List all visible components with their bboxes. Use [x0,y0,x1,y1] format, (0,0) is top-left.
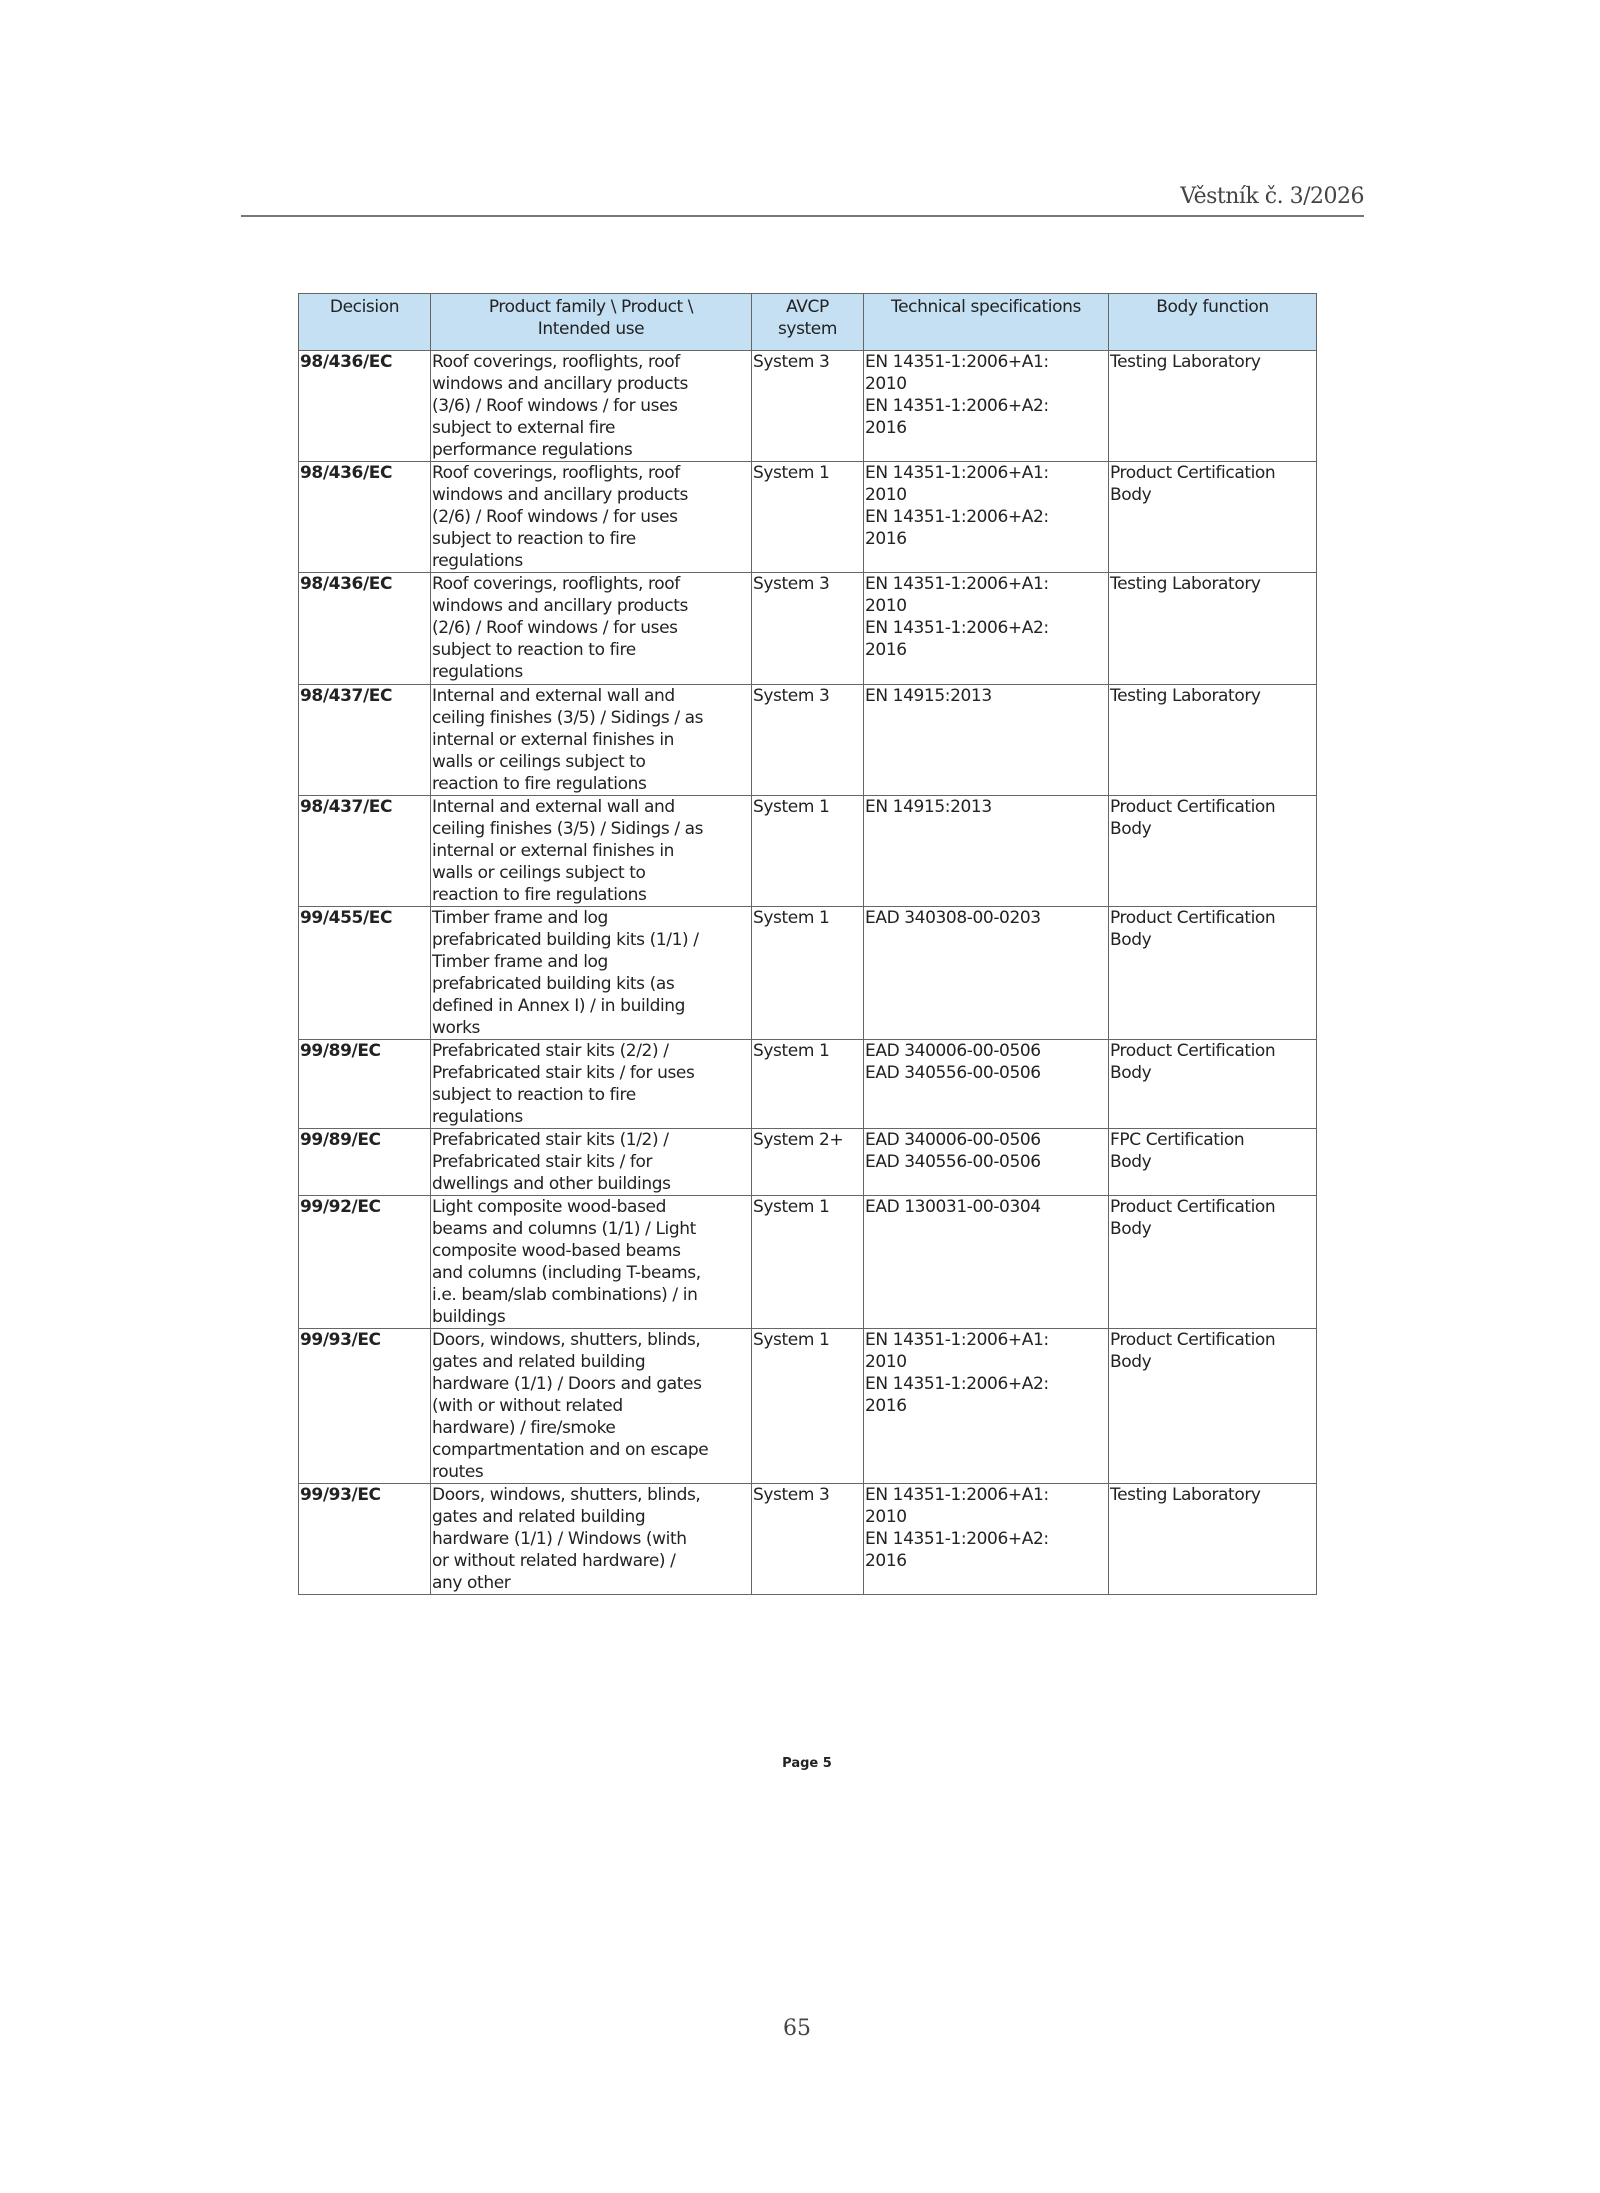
cell-line: Doors, windows, shutters, blinds, [432,1485,701,1505]
body-function-cell [1109,573,1317,685]
cell-line: (2/6) / Roof windows / for uses [432,618,678,638]
cell-line: prefabricated building kits (1/1) / [432,930,699,950]
header-specs [864,294,1109,351]
product-cell [431,1129,752,1196]
header-rule [241,215,1364,217]
cell-line: internal or external finishes in [432,730,675,750]
page-number: 65 [783,2016,811,2041]
avcp-cell: System 1 [752,1329,864,1484]
cell-line: Testing Laboratory [1110,686,1261,706]
table-row [299,1040,1317,1129]
page-label: Page 5 [782,1756,832,1771]
cell-line: gates and related building [432,1507,646,1527]
cell-line: Product Certification [1110,463,1276,483]
cell-line: 2016 [865,1551,907,1571]
specs-cell [864,1040,1109,1129]
specs-cell [864,462,1109,573]
body-function-cell [1109,685,1317,796]
decisions-table [298,293,1317,1595]
cell-line: Product Certification [1110,797,1276,817]
cell-line: 2010 [865,1507,907,1527]
cell-line: reaction to fire regulations [432,774,647,794]
table-row [299,1329,1317,1484]
cell-line: internal or external finishes in [432,841,675,861]
cell-line: EAD 340006-00-0506 [865,1130,1041,1150]
cell-line: 2010 [865,596,907,616]
header-body [1109,294,1317,351]
decision-cell: 99/455/EC [299,907,431,1040]
body-function-cell [1109,796,1317,907]
cell-line: Decision [329,297,400,317]
cell-line: compartmentation and on escape [432,1440,709,1460]
cell-line: EN 14351-1:2006+A1: [865,1330,1049,1350]
cell-line: hardware) / fire/smoke [432,1418,616,1438]
cell-line: composite wood-based beams [432,1241,681,1261]
body-function-cell [1109,1129,1317,1196]
cell-line: defined in Annex I) / in building [432,996,686,1016]
specs-cell [864,685,1109,796]
cell-line: Body [1110,485,1152,505]
cell-line: windows and ancillary products [432,485,688,505]
cell-line: subject to reaction to fire [432,1085,636,1105]
specs-cell [864,796,1109,907]
cell-line: Product family \ Product \ [488,297,694,317]
cell-line: FPC Certification [1110,1130,1245,1150]
cell-line: Body [1110,1063,1152,1083]
cell-line: subject to reaction to fire [432,529,636,549]
product-cell [431,1196,752,1329]
cell-line: works [432,1018,480,1038]
cell-line: Product Certification [1110,908,1276,928]
avcp-cell: System 1 [752,907,864,1040]
cell-line: hardware (1/1) / Windows (with [432,1529,687,1549]
decision-cell: 98/437/EC [299,796,431,907]
table-row [299,1129,1317,1196]
cell-line: Body [1110,1219,1152,1239]
cell-line: (2/6) / Roof windows / for uses [432,507,678,527]
cell-line: EN 14351-1:2006+A2: [865,396,1049,416]
avcp-cell: System 1 [752,1196,864,1329]
cell-line: buildings [432,1307,506,1327]
cell-line: 2010 [865,485,907,505]
cell-line: Body [1110,819,1152,839]
cell-line: Prefabricated stair kits / for uses [432,1063,695,1083]
cell-line: regulations [432,551,523,571]
avcp-cell: System 3 [752,351,864,462]
cell-line: Doors, windows, shutters, blinds, [432,1330,701,1350]
header-product [431,294,752,351]
decision-cell: 99/93/EC [299,1329,431,1484]
cell-line: Body [1110,1152,1152,1172]
cell-line: EAD 340308-00-0203 [865,908,1041,928]
specs-cell [864,1196,1109,1329]
cell-line: Timber frame and log [432,952,608,972]
cell-line: Testing Laboratory [1110,1485,1261,1505]
cell-line: Product Certification [1110,1041,1276,1061]
cell-line: walls or ceilings subject to [432,752,646,772]
cell-line: 2010 [865,1352,907,1372]
cell-line: Internal and external wall and [432,797,675,817]
cell-line: EN 14351-1:2006+A2: [865,1374,1049,1394]
avcp-cell: System 3 [752,1484,864,1595]
specs-cell [864,1484,1109,1595]
cell-line: Body [1110,1352,1152,1372]
running-head: Věstník č. 3/2026 [1180,184,1364,209]
specs-cell [864,907,1109,1040]
cell-line: 2016 [865,418,907,438]
cell-line: EN 14351-1:2006+A1: [865,1485,1049,1505]
cell-line: ceiling finishes (3/5) / Sidings / as [432,819,704,839]
decision-cell: 98/436/EC [299,462,431,573]
decision-cell: 99/89/EC [299,1040,431,1129]
product-cell [431,573,752,685]
cell-line: Timber frame and log [432,908,608,928]
cell-line: EAD 340556-00-0506 [865,1152,1041,1172]
cell-line: Roof coverings, rooflights, roof [432,463,680,483]
cell-line: EN 14351-1:2006+A2: [865,618,1049,638]
specs-cell [864,1129,1109,1196]
product-cell [431,462,752,573]
specs-cell [864,573,1109,685]
cell-line: system [777,319,838,339]
cell-line: subject to reaction to fire [432,640,636,660]
body-function-cell [1109,462,1317,573]
product-cell [431,351,752,462]
body-function-cell [1109,1329,1317,1484]
cell-line: gates and related building [432,1352,646,1372]
body-function-cell [1109,907,1317,1040]
table-row [299,351,1317,462]
header-avcp [752,294,864,351]
cell-line: EN 14351-1:2006+A1: [865,463,1049,483]
cell-line: beams and columns (1/1) / Light [432,1219,696,1239]
cell-line: Light composite wood-based [432,1197,666,1217]
decision-cell: 99/93/EC [299,1484,431,1595]
cell-line: Body function [1156,297,1269,317]
cell-line: performance regulations [432,440,633,460]
product-cell [431,1040,752,1129]
cell-line: Roof coverings, rooflights, roof [432,574,680,594]
cell-line: Roof coverings, rooflights, roof [432,352,680,372]
cell-line: Product Certification [1110,1330,1276,1350]
cell-line: Technical specifications [891,297,1081,317]
cell-line: (with or without related [432,1396,623,1416]
cell-line: i.e. beam/slab combinations) / in [432,1285,698,1305]
cell-line: routes [432,1462,484,1482]
table-row [299,907,1317,1040]
body-function-cell [1109,1484,1317,1595]
table-row [299,462,1317,573]
table-row [299,1484,1317,1595]
cell-line: windows and ancillary products [432,596,688,616]
cell-line: EN 14351-1:2006+A1: [865,352,1049,372]
cell-line: windows and ancillary products [432,374,688,394]
cell-line: Prefabricated stair kits (1/2) / [432,1130,669,1150]
avcp-cell: System 1 [752,1040,864,1129]
avcp-cell: System 1 [752,796,864,907]
cell-line: Product Certification [1110,1197,1276,1217]
cell-line: regulations [432,662,523,682]
cell-line: subject to external fire [432,418,616,438]
decision-cell: 98/436/EC [299,351,431,462]
table-row [299,573,1317,685]
cell-line: walls or ceilings subject to [432,863,646,883]
cell-line: 2016 [865,529,907,549]
product-cell [431,1329,752,1484]
header-decision [299,294,431,351]
cell-line: Testing Laboratory [1110,352,1261,372]
avcp-cell: System 3 [752,685,864,796]
cell-line: EAD 340556-00-0506 [865,1063,1041,1083]
cell-line: EN 14915:2013 [865,797,992,817]
decision-cell: 99/92/EC [299,1196,431,1329]
product-cell [431,685,752,796]
cell-line: reaction to fire regulations [432,885,647,905]
cell-line: or without related hardware) / [432,1551,676,1571]
cell-line: dwellings and other buildings [432,1174,671,1194]
cell-line: and columns (including T-beams, [432,1263,701,1283]
table-row [299,1196,1317,1329]
avcp-cell: System 1 [752,462,864,573]
cell-line: EN 14351-1:2006+A2: [865,507,1049,527]
cell-line: 2010 [865,374,907,394]
decision-cell: 99/89/EC [299,1129,431,1196]
specs-cell [864,351,1109,462]
specs-cell [864,1329,1109,1484]
cell-line: AVCP [786,297,829,317]
cell-line: EN 14351-1:2006+A2: [865,1529,1049,1549]
cell-line: EN 14915:2013 [865,686,992,706]
cell-line: Body [1110,930,1152,950]
cell-line: EAD 340006-00-0506 [865,1041,1041,1061]
cell-line: hardware (1/1) / Doors and gates [432,1374,702,1394]
cell-line: Testing Laboratory [1110,574,1261,594]
body-function-cell [1109,1040,1317,1129]
body-function-cell [1109,351,1317,462]
decision-cell: 98/436/EC [299,573,431,685]
cell-line: (3/6) / Roof windows / for uses [432,396,678,416]
avcp-cell: System 3 [752,573,864,685]
cell-line: Prefabricated stair kits (2/2) / [432,1041,669,1061]
cell-line: 2016 [865,1396,907,1416]
decision-cell: 98/437/EC [299,685,431,796]
cell-line: EN 14351-1:2006+A1: [865,574,1049,594]
cell-line: any other [432,1573,511,1593]
table-row [299,796,1317,907]
table-row [299,685,1317,796]
cell-line: regulations [432,1107,523,1127]
cell-line: EAD 130031-00-0304 [865,1197,1041,1217]
cell-line: ceiling finishes (3/5) / Sidings / as [432,708,704,728]
cell-line: 2016 [865,640,907,660]
product-cell [431,796,752,907]
cell-line: Prefabricated stair kits / for [432,1152,653,1172]
table-header-row [299,294,1317,351]
product-cell [431,907,752,1040]
avcp-cell: System 2+ [752,1129,864,1196]
cell-line: prefabricated building kits (as [432,974,675,994]
cell-line: Internal and external wall and [432,686,675,706]
cell-line: Intended use [537,319,645,339]
body-function-cell [1109,1196,1317,1329]
product-cell [431,1484,752,1595]
